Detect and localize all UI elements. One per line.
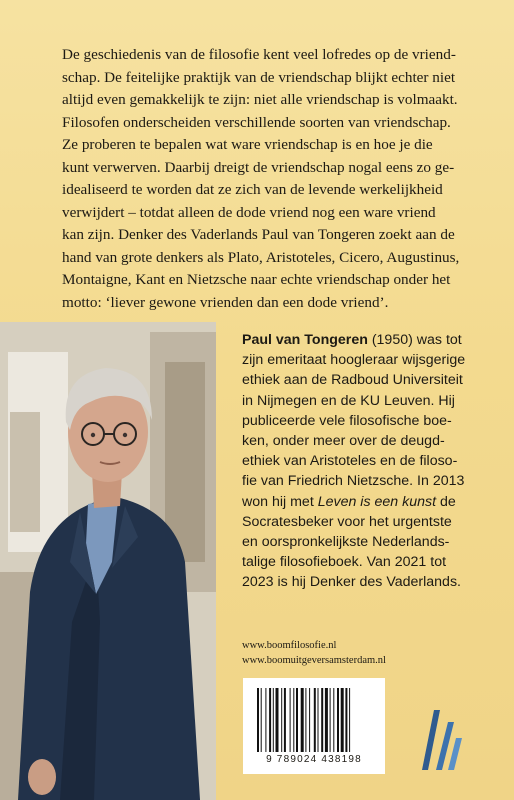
barcode-bar: [314, 688, 316, 752]
author-name: Paul van Tongeren: [242, 332, 368, 348]
blurb-line: De geschiedenis van de filosofie kent veel lofredes op de vriend-: [62, 46, 456, 63]
barcode-bar: [318, 688, 319, 752]
barcode-bar: [349, 688, 350, 752]
barcode-bar: [261, 688, 262, 752]
barcode-bars: [257, 688, 371, 752]
blurb-line: altijd even gemakkelijk te zijn: niet alle vriendschap is volmaakt.: [62, 91, 458, 108]
publisher-logo-icon: [414, 700, 466, 780]
barcode-bar: [345, 688, 347, 752]
bio-line: fie van Friedrich Nietzsche. In 2013: [242, 473, 465, 490]
blurb-line: hand van grote denkers als Plato, Aristoteles, Cicero, Augustinus,: [62, 248, 460, 266]
bio-first-line: [242, 330, 474, 350]
bio-first-line-rest: (1950) was tot: [367, 332, 462, 348]
book-title: Leven is een kunst: [317, 493, 437, 510]
bio-line: publiceerde vele filosofische boe-: [242, 412, 452, 429]
author-photo: [0, 322, 216, 800]
blurb-line: verwijdert – totdat alleen de dode vriend nog een ware vriend: [62, 203, 436, 221]
barcode-bar: [293, 688, 294, 752]
barcode-bar: [305, 688, 306, 752]
bio-line: ethiek van Aristoteles en de filoso-: [242, 453, 458, 470]
barcode-bar: [333, 688, 334, 752]
bio-line-award: [242, 492, 474, 512]
bio-line: in Nijmegen en de KU Leuven. Hij: [242, 392, 455, 409]
barcode-bar: [337, 688, 339, 752]
blurb-line: idealiseerd te worden dat ze zich van de levende werkelijkheid: [62, 181, 443, 198]
barcode-bar: [341, 688, 344, 752]
barcode-bar: [321, 688, 323, 752]
blurb-line: Montaigne, Kant en Nietzsche naar echte vriendschap onder het: [62, 271, 451, 288]
barcode-bar: [290, 688, 291, 752]
bio-line: talige filosofieboek. Van 2021 tot: [242, 554, 447, 571]
blurb-text: [62, 44, 462, 314]
barcode-bar: [265, 688, 266, 752]
blurb-line: schap. De feitelijke praktijk van de vriendschap blijkt echter niet: [62, 68, 456, 86]
barcode-bar: [330, 688, 331, 752]
barcode-bar: [301, 688, 304, 752]
isbn-barcode: [243, 678, 385, 774]
bio-line: Socratesbeker voor het urgentste: [242, 513, 452, 530]
barcode-bar: [281, 688, 282, 752]
bio-line: ethiek aan de Radboud Universiteit: [242, 372, 463, 389]
bio-award-pre: won hij met: [242, 493, 318, 510]
publisher-websites: [242, 638, 386, 668]
bio-line: 2023 is hij Denker des Vaderlands.: [242, 574, 461, 591]
blurb-line: kan zijn. Denker des Vaderlands Paul van Tongeren zoekt aan de: [62, 226, 455, 243]
bio-line: en oorspronkelijkste Nederlands-: [242, 534, 450, 551]
blurb-line: Ze proberen te bepalen wat ware vriendschap is en hoe je die: [62, 136, 433, 153]
barcode-bar: [284, 688, 286, 752]
blurb-line: Filosofen onderscheiden verschillende soorten van vriendschap.: [62, 113, 451, 131]
website-link[interactable]: www.boomfilosofie.nl: [242, 640, 337, 651]
barcode-bar: [325, 688, 328, 752]
barcode-bar: [269, 688, 271, 752]
isbn-number: 9 789024 438198: [266, 754, 362, 765]
author-bio: [242, 330, 474, 593]
barcode-bar: [309, 688, 310, 752]
barcode-bar: [296, 688, 298, 752]
blurb-line: motto: ‘liever gewone vrienden dan een dode vriend’.: [62, 293, 389, 311]
barcode-bar: [273, 688, 274, 752]
bio-line: ken, onder meer over de deugd-: [242, 433, 445, 450]
blurb-line: kunt verwerven. Daarbij dreigt de vriendschap nogal eens zo ge-: [62, 158, 455, 176]
website-link[interactable]: www.boomuitgeversamsterdam.nl: [242, 655, 386, 666]
bio-line: zijn emeritaat hoogleraar wijsgerige: [242, 352, 466, 369]
author-portrait-illustration: [0, 322, 216, 800]
barcode-bar: [257, 688, 259, 752]
bio-award-post: de: [436, 493, 456, 510]
barcode-bar: [276, 688, 279, 752]
publisher-logo: [414, 700, 466, 785]
